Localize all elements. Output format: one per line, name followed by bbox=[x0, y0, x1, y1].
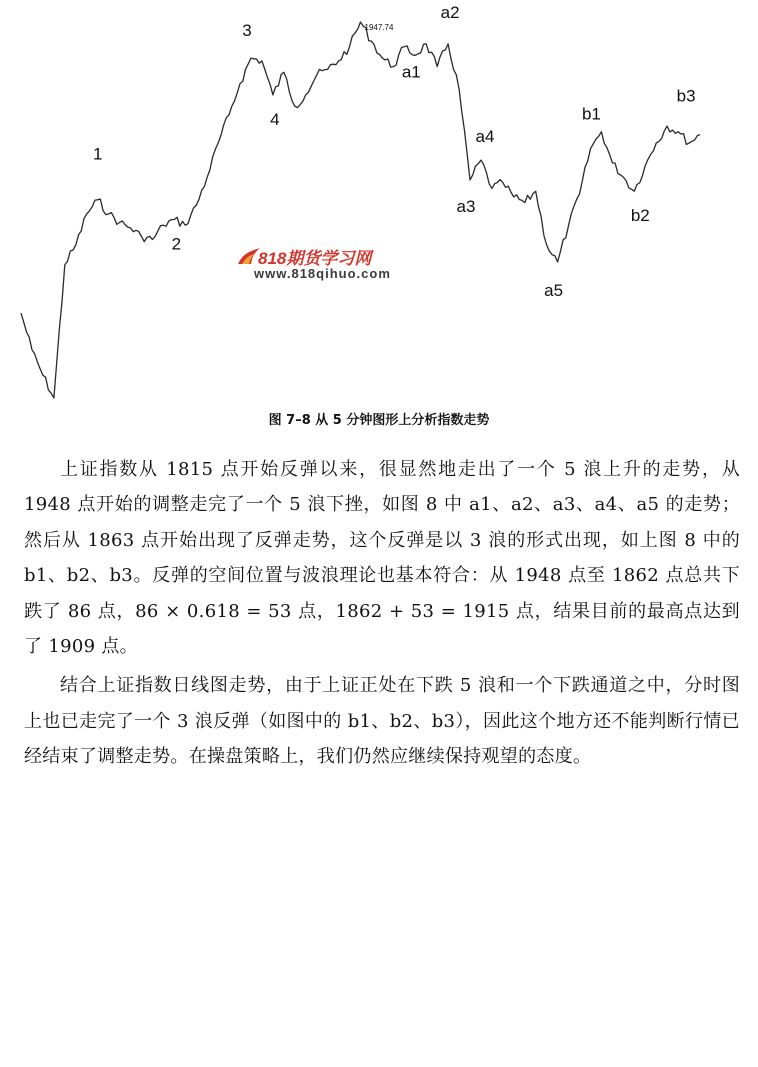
index-line-chart bbox=[0, 0, 758, 405]
watermark bbox=[228, 244, 418, 292]
paragraph-2: 结合上证指数日线图走势，由于上证正处在下跌 5 浪和一个下跌通道之中，分时图上也已走完了一个 3 浪反弹（如图中的 b1、b2、b3），因此这个地方还不能判断行情已经结束了调整走势。在操盘策略上，我们仍然应继续保持观望的态度。 bbox=[24, 675, 740, 768]
wave-label-3: 3 bbox=[242, 21, 252, 41]
watermark-url: www.818qihuo.com bbox=[254, 266, 391, 281]
index-price-line bbox=[21, 22, 700, 398]
wave-label-2: 2 bbox=[171, 234, 182, 254]
elliott-wave-figure bbox=[0, 0, 758, 405]
peak-value-label: 1947.74 bbox=[364, 23, 394, 32]
series-layer bbox=[21, 22, 700, 398]
body-text bbox=[24, 452, 740, 775]
wave-label-b2: b2 bbox=[630, 206, 650, 226]
wave-label-a2: a2 bbox=[440, 2, 460, 22]
paragraph-1: 上证指数从 1815 点开始反弹以来，很显然地走出了一个 5 浪上升的走势，从 1948 点开始的调整走完了一个 5 浪下挫，如图 8 中 a1、a2、a3、a4、a5 的走势；然后从 1863 点开始出现了反弹走势，这个反弹是以 3 浪的形式出现，如上图 8 中的 b1、b2、b3。反弹的空间位置与波浪理论也基本符合：从 1948 点至 1862 点总共下跌了 86 点，86 × 0.618 = 53 点，1862 + 53 = 1915 点，结果目前的最高点达到了 1909 点。 bbox=[24, 459, 740, 658]
figure-caption: 图 7–8 从 5 分钟图形上分析指数走势 bbox=[268, 413, 490, 428]
wave-label-1: 1 bbox=[92, 144, 103, 164]
wave-label-a5: a5 bbox=[544, 281, 564, 300]
wave-label-a1: a1 bbox=[401, 62, 421, 82]
wave-label-a3: a3 bbox=[456, 196, 476, 216]
watermark-brand: 818期货学习网 bbox=[258, 249, 372, 268]
wave-label-a4: a4 bbox=[475, 127, 495, 147]
wave-label-4: 4 bbox=[270, 109, 280, 129]
wave-label-b1: b1 bbox=[581, 104, 601, 124]
wave-label-b3: b3 bbox=[676, 86, 696, 106]
